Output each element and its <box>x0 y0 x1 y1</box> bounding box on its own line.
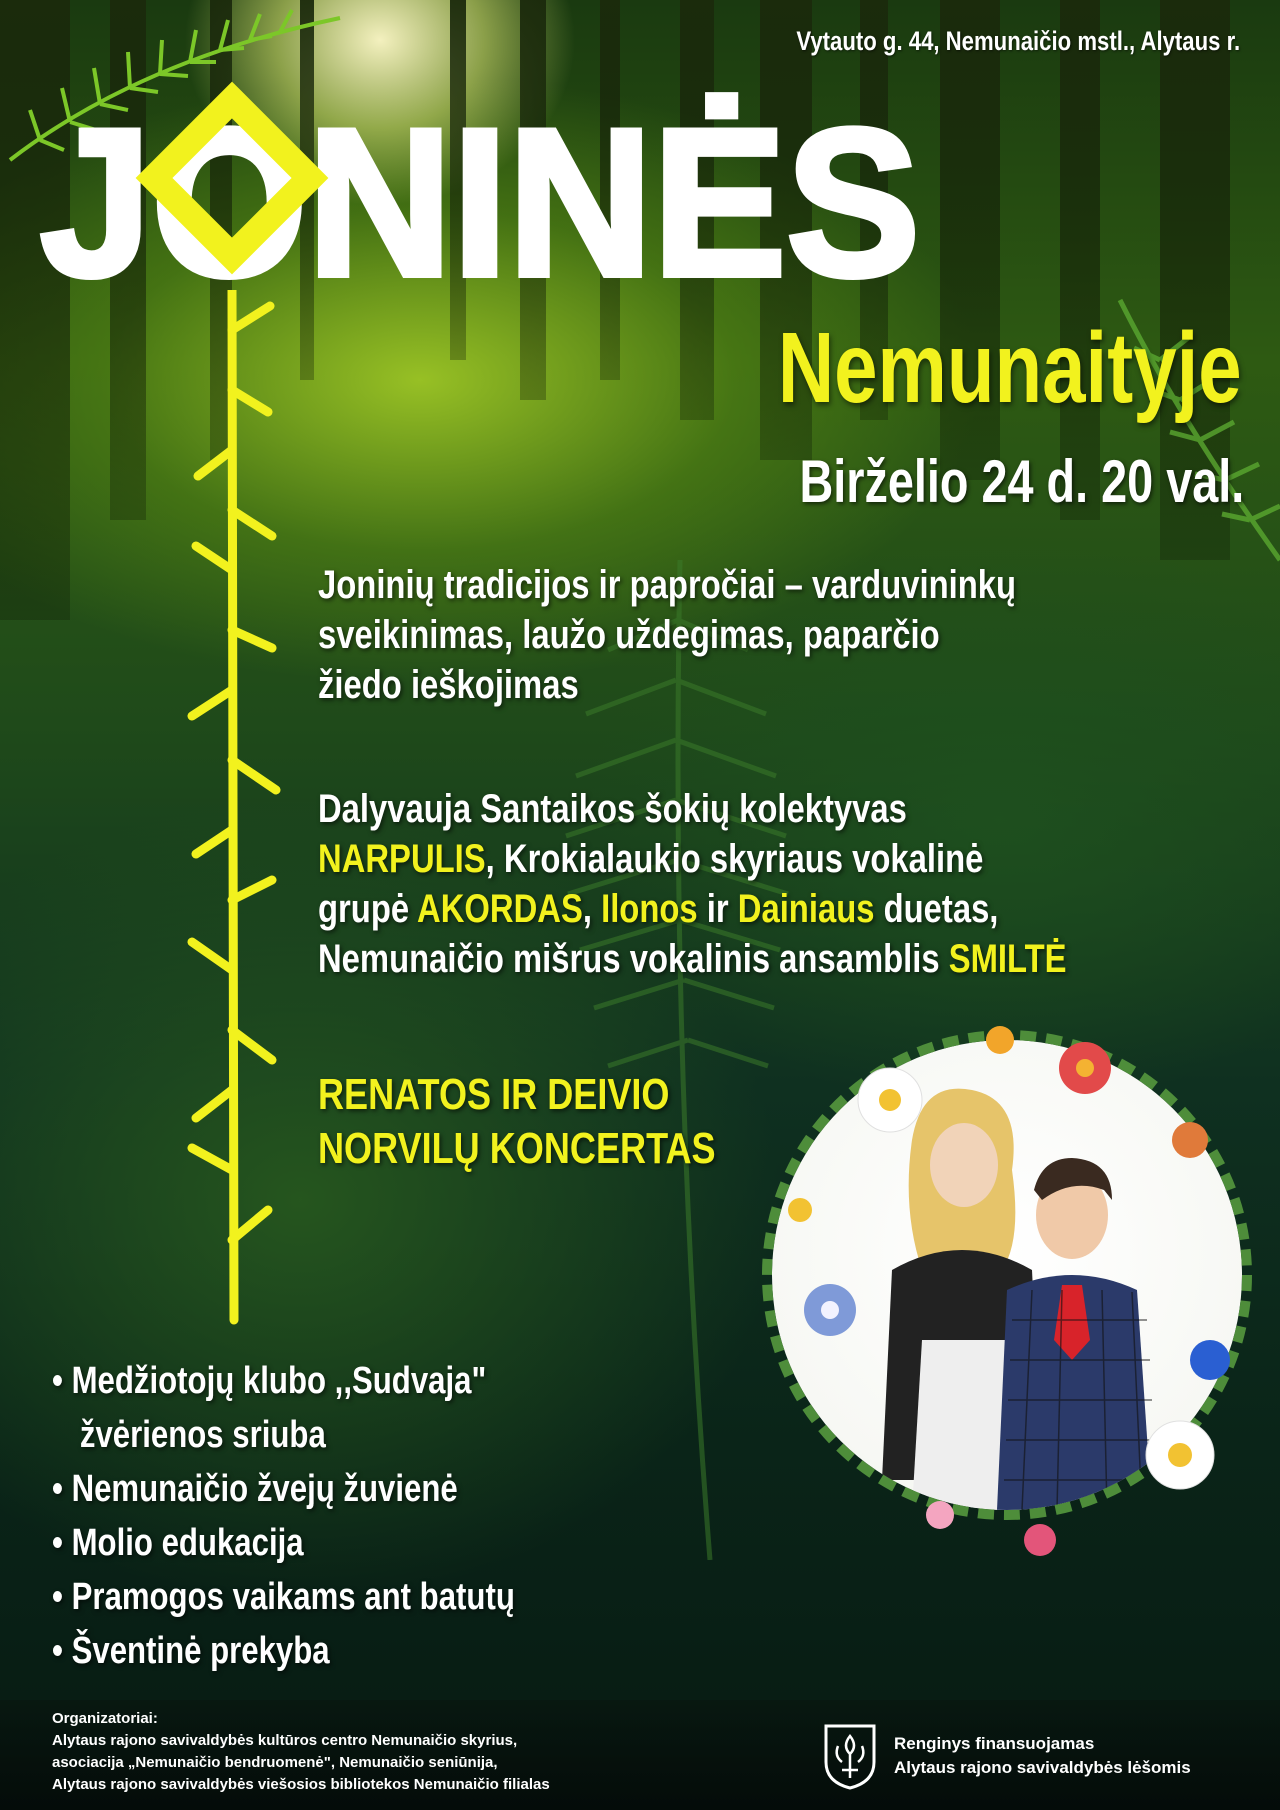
list-item: • Molio edukacija <box>52 1516 515 1570</box>
participants-paragraph <box>318 784 1067 984</box>
traditions-line: sveikinimas, laužo uždegimas, paparčio <box>318 613 940 657</box>
rune-staff-icon <box>170 290 320 1330</box>
group-name-smilte: SMILTĖ <box>948 937 1067 981</box>
list-item: • Pramogos vaikams ant batutų <box>52 1570 515 1624</box>
organizer-line: Alytaus rajono savivaldybės kultūros centro Nemunaičio skyrius, <box>52 1732 518 1749</box>
performer-name-dainius: Dainiaus <box>737 887 875 931</box>
funding-line: Alytaus rajono savivaldybės lėšomis <box>894 1758 1191 1777</box>
participants-line: NARPULIS, Krokialaukio skyriaus vokalinė <box>318 837 984 881</box>
event-address: Vytauto g. 44, Nemunaičio mstl., Alytaus r. <box>796 26 1240 56</box>
organizer-line: Alytaus rajono savivaldybės viešosios bibliotekos Nemunaičio filialas <box>52 1776 550 1793</box>
event-title-text: JONINĖS <box>40 85 920 320</box>
organizer-line: asociacija „Nemunaičio bendruomenė", Nemunaičio seniūnija, <box>52 1754 498 1771</box>
event-subtitle: Nemunaityje <box>778 312 1242 424</box>
concert-line: NORVILŲ KONCERTAS <box>318 1124 716 1173</box>
traditions-line: Joninių tradicijos ir papročiai – varduvininkų <box>318 563 1017 607</box>
concert-headline <box>318 1068 716 1176</box>
event-title <box>0 60 1280 320</box>
group-name-narpulis: NARPULIS <box>318 837 486 881</box>
list-item: • Šventinė prekyba <box>52 1624 515 1678</box>
activities-list <box>52 1354 515 1678</box>
concert-line: RENATOS IR DEIVIO <box>318 1070 670 1119</box>
list-item: žvėrienos sriuba <box>79 1414 326 1456</box>
municipality-coat-of-arms-icon <box>822 1722 878 1792</box>
participants-line: grupė AKORDAS, Ilonos ir Dainiaus duetas, <box>318 887 999 931</box>
list-item: • Medžiotojų klubo ,,Sudvaja" <box>52 1354 515 1408</box>
participants-line: Nemunaičio mišrus vokalinis ansamblis SMILTĖ <box>318 937 1067 981</box>
group-name-akordas: AKORDAS <box>417 887 583 931</box>
traditions-paragraph <box>318 560 1016 710</box>
participants-line: Dalyvauja Santaikos šokių kolektyvas <box>318 787 907 831</box>
traditions-line: žiedo ieškojimas <box>318 663 579 707</box>
funding-line: Renginys finansuojamas <box>894 1734 1095 1753</box>
floral-wreath-icon <box>740 1010 1280 1570</box>
organizers-label: Organizatoriai: <box>52 1710 158 1727</box>
performer-name-ilona: Ilonos <box>601 887 698 931</box>
list-item: • Nemunaičio žvejų žuvienė <box>52 1462 515 1516</box>
event-date: Birželio 24 d. 20 val. <box>799 448 1244 515</box>
